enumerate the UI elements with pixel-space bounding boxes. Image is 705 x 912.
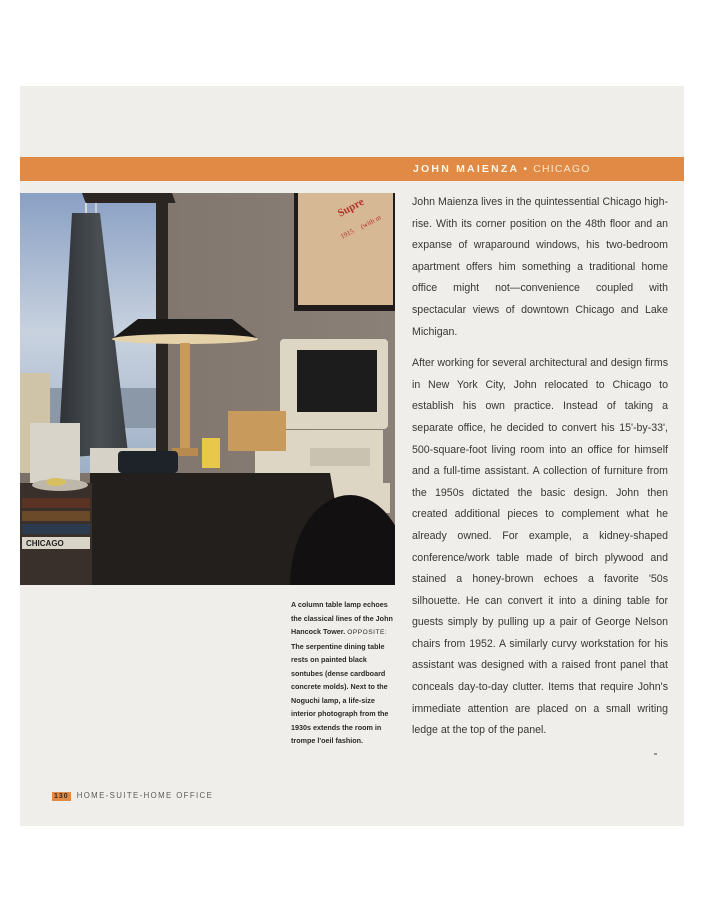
header-band [20, 157, 684, 181]
paper-speck [654, 753, 657, 755]
book-spine-label: CHICAGO [26, 539, 64, 548]
body-paragraph: After working for several architectural and design firms in New York City, John relocated to Chicago to establish his own practice. Instead of taking a separate office, he decided to convert his 15'-by-33', 500-square-foot living room into an office for himself and a full-time assistant. A collection of furniture from the 1950s dictated the basic design. John then created additional pieces to complement what he already owned. For example, a kidney-shaped conference/work table made of birch plywood and stained a honey-brown echoes a favorite '50s silhouette. He can convert it into a dining table for guests simply by pulling up a pair of George Nelson chairs from 1952. A similarly curvy workstation for his assistant was designed with a raised front panel that conceals day-to-day clutter. Items that require John's immediate attention are placed on a small writing ledge at the top of the panel. [412, 357, 668, 737]
subject-name: JOHN MAIENZA [413, 163, 520, 175]
poster-title: Supre [335, 195, 367, 220]
caption-opposite-label: OPPOSITE: [347, 629, 388, 636]
running-title: HOME-SUITE-HOME OFFICE [76, 791, 214, 800]
office-photo [20, 193, 395, 585]
svg-text:1915: 1915 [339, 227, 356, 241]
caption-text-opposite: The serpentine dining table rests on painted black sontubes (dense cardboard concrete molds). Next to the Noguchi lamp, a life-size interior photograph from the 1930s extends the room in trompe l'oeil fashion. [291, 641, 389, 745]
heading-separator: • [523, 163, 530, 175]
photo-caption [291, 598, 399, 748]
subject-city: CHICAGO [533, 163, 591, 175]
caption-text: A column table lamp echoes the classical lines of the John Hancock Tower. [291, 600, 393, 636]
article-body [412, 192, 668, 752]
page-number: 130 [54, 793, 69, 800]
article-heading [413, 157, 591, 181]
body-paragraph: John Maienza lives in the quintessential Chicago high-rise. With its corner position on the 48th floor and an expanse of wraparound windows, his two-bedroom apartment offers him something a traditional home office might not—convenience coupled with spectacular views of downtown Chicago and Lake Michigan. [412, 196, 668, 338]
page-footer [52, 791, 213, 801]
svg-text:(with m: (with m [359, 213, 383, 231]
